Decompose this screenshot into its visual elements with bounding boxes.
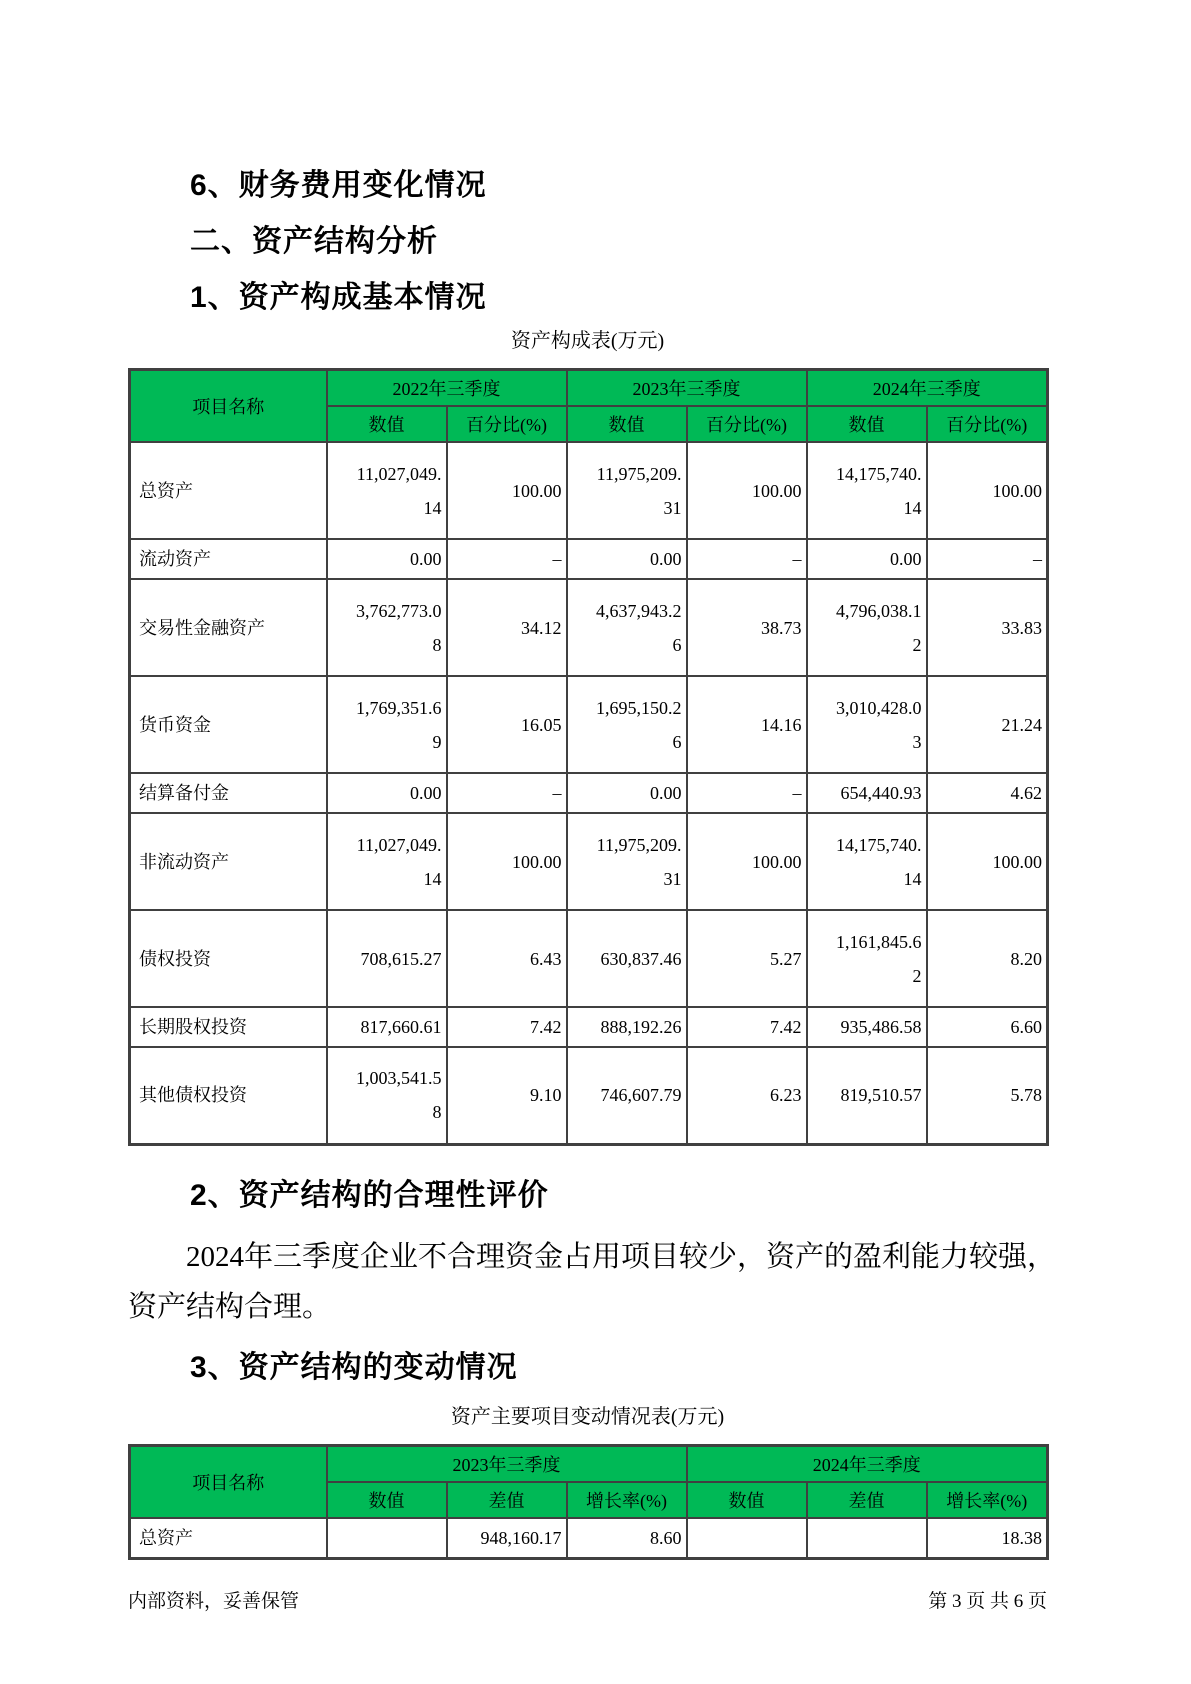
table-row (130, 1518, 1048, 1559)
row-item-label: 总资产 (130, 1518, 327, 1559)
cell-value: 817,660.61 (327, 1007, 447, 1047)
cell-percent: – (927, 539, 1048, 579)
cell-percent: 7.42 (447, 1007, 567, 1047)
cell-percent: 5.78 (927, 1047, 1048, 1144)
cell-percent: 100.00 (927, 442, 1048, 539)
table2-header-2023q3: 2023年三季度 (327, 1445, 687, 1482)
table1-subheader-percent: 百分比(%) (447, 406, 567, 442)
cell-value: 630,837.46 (567, 910, 687, 1007)
table2-subheader-value: 数值 (327, 1482, 447, 1518)
cell-value: 1,003,541.58 (327, 1047, 447, 1144)
row-item-label: 交易性金融资产 (130, 579, 327, 676)
cell-value: 14,175,740.14 (807, 813, 927, 910)
cell-value: 746,607.79 (567, 1047, 687, 1144)
page-footer (128, 1590, 1047, 1614)
cell-percent: 33.83 (927, 579, 1048, 676)
table1-subheader-value: 数值 (807, 406, 927, 442)
asset-change-table-title: 资产主要项目变动情况表(万元) (450, 1405, 725, 1428)
cell-value (327, 1518, 447, 1559)
row-item-label: 其他债权投资 (130, 1047, 327, 1144)
cell-value: 3,010,428.03 (807, 676, 927, 773)
cell-value: 11,975,209.31 (567, 813, 687, 910)
table1-header-2023q3: 2023年三季度 (567, 370, 807, 407)
heading-structure-change: 3、资产结构的变动情况 (190, 1350, 518, 1384)
row-item-label: 债权投资 (130, 910, 327, 1007)
table-row (130, 910, 1048, 1007)
cell-value: 1,695,150.26 (567, 676, 687, 773)
document-page (128, 0, 1068, 1560)
table-row (130, 813, 1048, 910)
table1-header-item: 项目名称 (130, 370, 327, 443)
cell-value: 1,769,351.69 (327, 676, 447, 773)
cell-percent: 6.23 (687, 1047, 807, 1144)
footer-page-number: 第 3 页 共 6 页 (928, 1591, 1047, 1612)
cell-value: 819,510.57 (807, 1047, 927, 1144)
table2-subheader-value: 数值 (687, 1482, 807, 1518)
cell-percent: 100.00 (447, 813, 567, 910)
row-item-label: 货币资金 (130, 676, 327, 773)
table1-subheader-percent: 百分比(%) (687, 406, 807, 442)
row-item-label: 总资产 (130, 442, 327, 539)
cell-value: 11,027,049.14 (327, 813, 447, 910)
cell-percent: – (687, 539, 807, 579)
cell-percent: 14.16 (687, 676, 807, 773)
cell-value: 708,615.27 (327, 910, 447, 1007)
table1-subheader-value: 数值 (327, 406, 447, 442)
table-row (130, 1007, 1048, 1047)
asset-composition-table-title: 资产构成表(万元) (510, 330, 665, 352)
cell-percent: 6.43 (447, 910, 567, 1007)
cell-percent: 21.24 (927, 676, 1048, 773)
cell-percent: 100.00 (687, 442, 807, 539)
cell-percent: 100.00 (927, 813, 1048, 910)
row-item-label: 非流动资产 (130, 813, 327, 910)
cell-value: 14,175,740.14 (807, 442, 927, 539)
cell-percent: 100.00 (687, 813, 807, 910)
cell-percent: – (687, 773, 807, 813)
cell-percent: 34.12 (447, 579, 567, 676)
cell-value: 0.00 (807, 539, 927, 579)
cell-percent: 8.20 (927, 910, 1048, 1007)
table1-subheader-percent: 百分比(%) (927, 406, 1048, 442)
cell-diff (807, 1518, 927, 1559)
table-row (130, 773, 1048, 813)
cell-value: 1,161,845.62 (807, 910, 927, 1007)
cell-value: 4,637,943.26 (567, 579, 687, 676)
evaluation-paragraph: 2024年三季度企业不合理资金占用项目较少，资产的盈利能力较强，资产结构合理。 (128, 1240, 1057, 1323)
cell-percent: 100.00 (447, 442, 567, 539)
heading-asset-structure-analysis: 二、资产结构分析 (190, 225, 438, 258)
cell-percent: – (447, 539, 567, 579)
table-row (130, 579, 1048, 676)
cell-value: 654,440.93 (807, 773, 927, 813)
table1-header-2022q3: 2022年三季度 (327, 370, 567, 407)
row-item-label: 长期股权投资 (130, 1007, 327, 1047)
table1-subheader-value: 数值 (567, 406, 687, 442)
cell-percent: – (447, 773, 567, 813)
cell-value: 11,027,049.14 (327, 442, 447, 539)
footer-confidential-note: 内部资料，妥善保管 (128, 1591, 300, 1612)
cell-value: 0.00 (327, 539, 447, 579)
heading-rationality-evaluation: 2、资产结构的合理性评价 (190, 1178, 549, 1212)
asset-composition-table (128, 368, 1049, 1146)
heading-asset-composition: 1、资产构成基本情况 (190, 281, 487, 314)
heading-financial-expense-change: 6、财务费用变化情况 (190, 169, 487, 202)
table1-header-2024q3: 2024年三季度 (807, 370, 1048, 407)
cell-value (687, 1518, 807, 1559)
row-item-label: 流动资产 (130, 539, 327, 579)
cell-growth: 18.38 (927, 1518, 1048, 1559)
table2-subheader-growth: 增长率(%) (927, 1482, 1048, 1518)
table2-subheader-growth: 增长率(%) (567, 1482, 687, 1518)
cell-percent: 7.42 (687, 1007, 807, 1047)
cell-growth: 8.60 (567, 1518, 687, 1559)
row-item-label: 结算备付金 (130, 773, 327, 813)
cell-percent: 9.10 (447, 1047, 567, 1144)
cell-percent: 38.73 (687, 579, 807, 676)
cell-diff: 948,160.17 (447, 1518, 567, 1559)
table-row (130, 539, 1048, 579)
table2-header-2024q3: 2024年三季度 (687, 1445, 1048, 1482)
table2-subheader-diff: 差值 (807, 1482, 927, 1518)
cell-value: 0.00 (327, 773, 447, 813)
cell-value: 0.00 (567, 773, 687, 813)
table-row (130, 1047, 1048, 1144)
table2-subheader-diff: 差值 (447, 1482, 567, 1518)
table-row (130, 676, 1048, 773)
cell-percent: 4.62 (927, 773, 1048, 813)
asset-change-table (128, 1444, 1049, 1560)
cell-percent: 5.27 (687, 910, 807, 1007)
cell-percent: 16.05 (447, 676, 567, 773)
table-row (130, 442, 1048, 539)
cell-value: 11,975,209.31 (567, 442, 687, 539)
cell-value: 4,796,038.12 (807, 579, 927, 676)
table2-header-item: 项目名称 (130, 1445, 327, 1518)
cell-percent: 6.60 (927, 1007, 1048, 1047)
cell-value: 3,762,773.08 (327, 579, 447, 676)
cell-value: 0.00 (567, 539, 687, 579)
cell-value: 935,486.58 (807, 1007, 927, 1047)
cell-value: 888,192.26 (567, 1007, 687, 1047)
